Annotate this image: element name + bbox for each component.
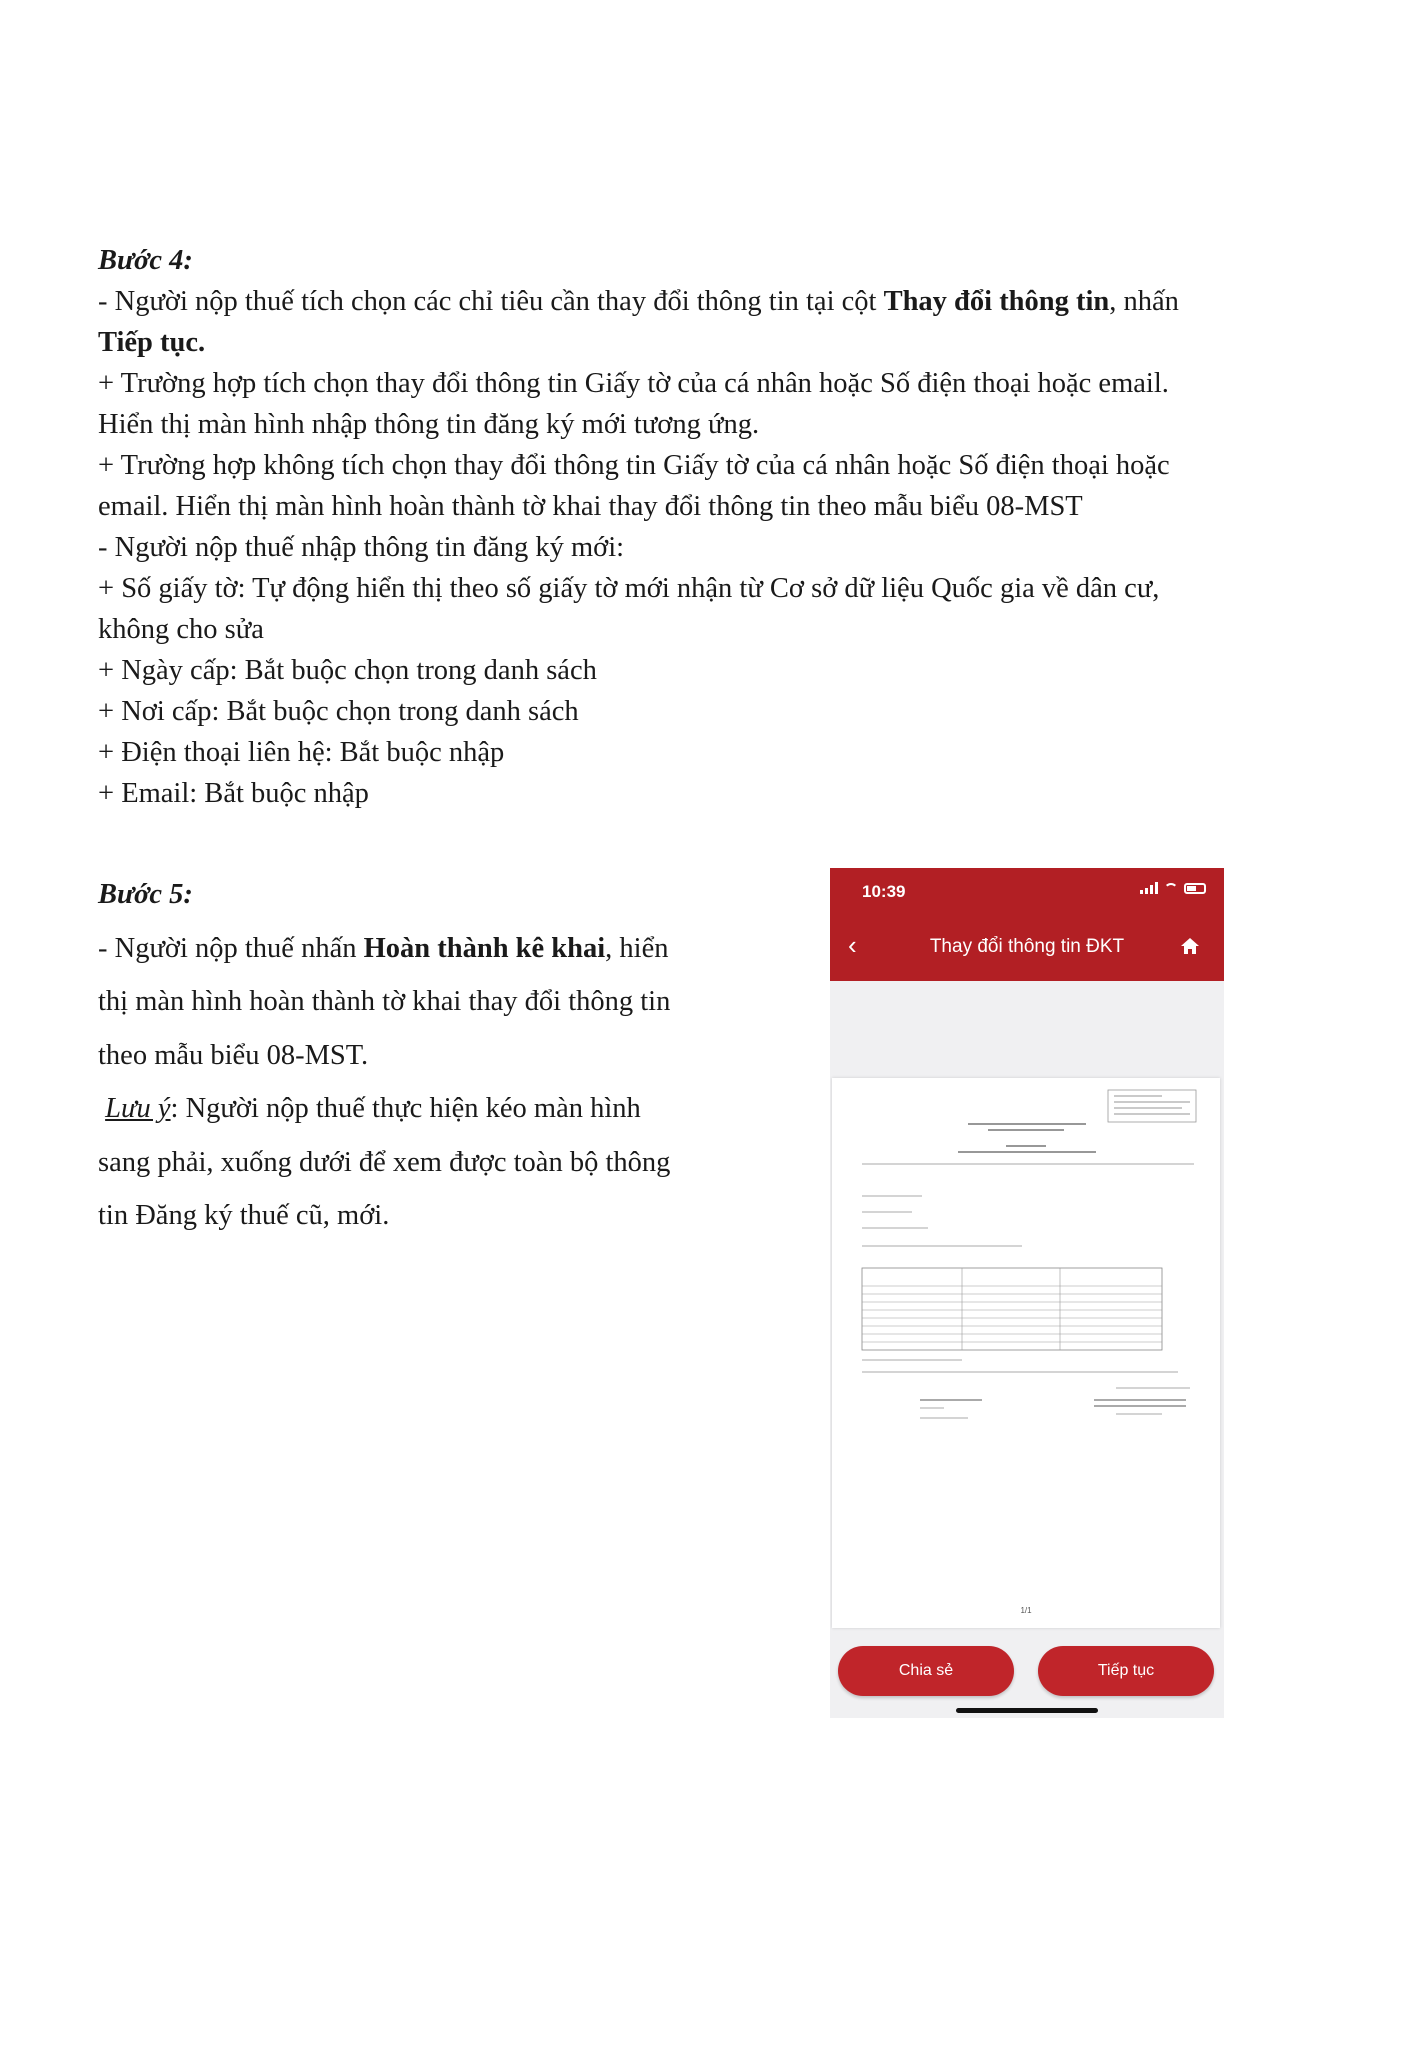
step5-l1-text: - Người nộp thuế nhấn — [98, 932, 364, 964]
step4-paragraph-9: + Email: Bắt buộc nhập — [98, 778, 369, 809]
step4-p1-bold-change-info: Thay đổi thông tin — [883, 286, 1110, 317]
step4-heading: Bước 4: — [98, 245, 193, 276]
step4-paragraph-3: + Trường hợp không tích chọn thay đổi thông tin Giấy tờ của cá nhân hoặc Số điện thoại hoặc — [98, 450, 1170, 481]
form-08-mst-preview[interactable] — [832, 1078, 1220, 1628]
home-icon[interactable] — [1180, 936, 1200, 956]
step5-note — [98, 1082, 720, 1136]
step5-line-1 — [98, 922, 720, 976]
step4-p1-bold-continue: Tiếp tục. — [98, 327, 206, 358]
step4-p1-text-mid: , nhấn — [1109, 286, 1179, 317]
step5-line-2: thị màn hình hoàn thành tờ khai thay đổi thông tin — [98, 986, 671, 1017]
signal-icon — [1140, 882, 1158, 894]
step4-paragraph-7: + Nơi cấp: Bắt buộc chọn trong danh sách — [98, 696, 579, 727]
step4-paragraph-1 — [98, 281, 1310, 322]
continue-button[interactable]: Tiếp tục — [1038, 1646, 1214, 1696]
step5-heading: Bước 5: — [98, 879, 193, 910]
phone-screenshot — [830, 868, 1224, 1718]
step4-p1-text: - Người nộp thuế tích chọn các chỉ tiêu cần thay đổi thông tin tại cột — [98, 286, 884, 317]
note-text: : Người nộp thuế thực hiện kéo màn hình — [170, 1093, 641, 1124]
step5-line-6: tin Đăng ký thuế cũ, mới. — [98, 1200, 390, 1231]
wifi-icon — [1164, 883, 1178, 893]
step5-line-3: theo mẫu biểu 08-MST. — [98, 1039, 369, 1071]
step4-section — [98, 240, 1310, 814]
step5-section — [98, 868, 720, 1243]
page-number: 1/1 — [1020, 1606, 1032, 1615]
status-time: 10:39 — [862, 882, 906, 901]
note-label: Lưu ý — [105, 1093, 171, 1124]
screen-title: Thay đổi thông tin ĐKT — [929, 936, 1125, 957]
step5-l1-bold: Hoàn thành kê khai — [363, 932, 606, 964]
step4-paragraph-2: + Trường hợp tích chọn thay đổi thông tin Giấy tờ của cá nhân hoặc Số điện thoại hoặc email. — [98, 368, 1169, 399]
app-header — [830, 868, 1224, 981]
chevron-left-icon[interactable]: ‹ — [848, 930, 857, 960]
status-icons — [1140, 882, 1206, 894]
step4-paragraph-4: - Người nộp thuế nhập thông tin đăng ký mới: — [98, 532, 625, 563]
step4-paragraph-3b: email. Hiển thị màn hình hoàn thành tờ khai thay đổi thông tin theo mẫu biểu 08-MST — [98, 491, 1083, 522]
step5-l1-after: , hiển — [605, 932, 669, 964]
form-document-thumbnail — [832, 1078, 1220, 1598]
step4-paragraph-6: + Ngày cấp: Bắt buộc chọn trong danh sách — [98, 655, 597, 686]
step5-line-5: sang phải, xuống dưới để xem được toàn bộ thông — [98, 1146, 671, 1178]
step4-paragraph-8: + Điện thoại liên hệ: Bắt buộc nhập — [98, 737, 505, 768]
step4-paragraph-2b: Hiển thị màn hình nhập thông tin đăng ký mới tương ứng. — [98, 409, 760, 440]
battery-icon — [1184, 883, 1206, 894]
step4-paragraph-5: + Số giấy tờ: Tự động hiển thị theo số giấy tờ mới nhận từ Cơ sở dữ liệu Quốc gia về dân cư, — [98, 573, 1160, 604]
home-indicator — [956, 1708, 1098, 1713]
step4-paragraph-5b: không cho sửa — [98, 614, 264, 645]
share-button[interactable]: Chia sẻ — [838, 1646, 1014, 1696]
